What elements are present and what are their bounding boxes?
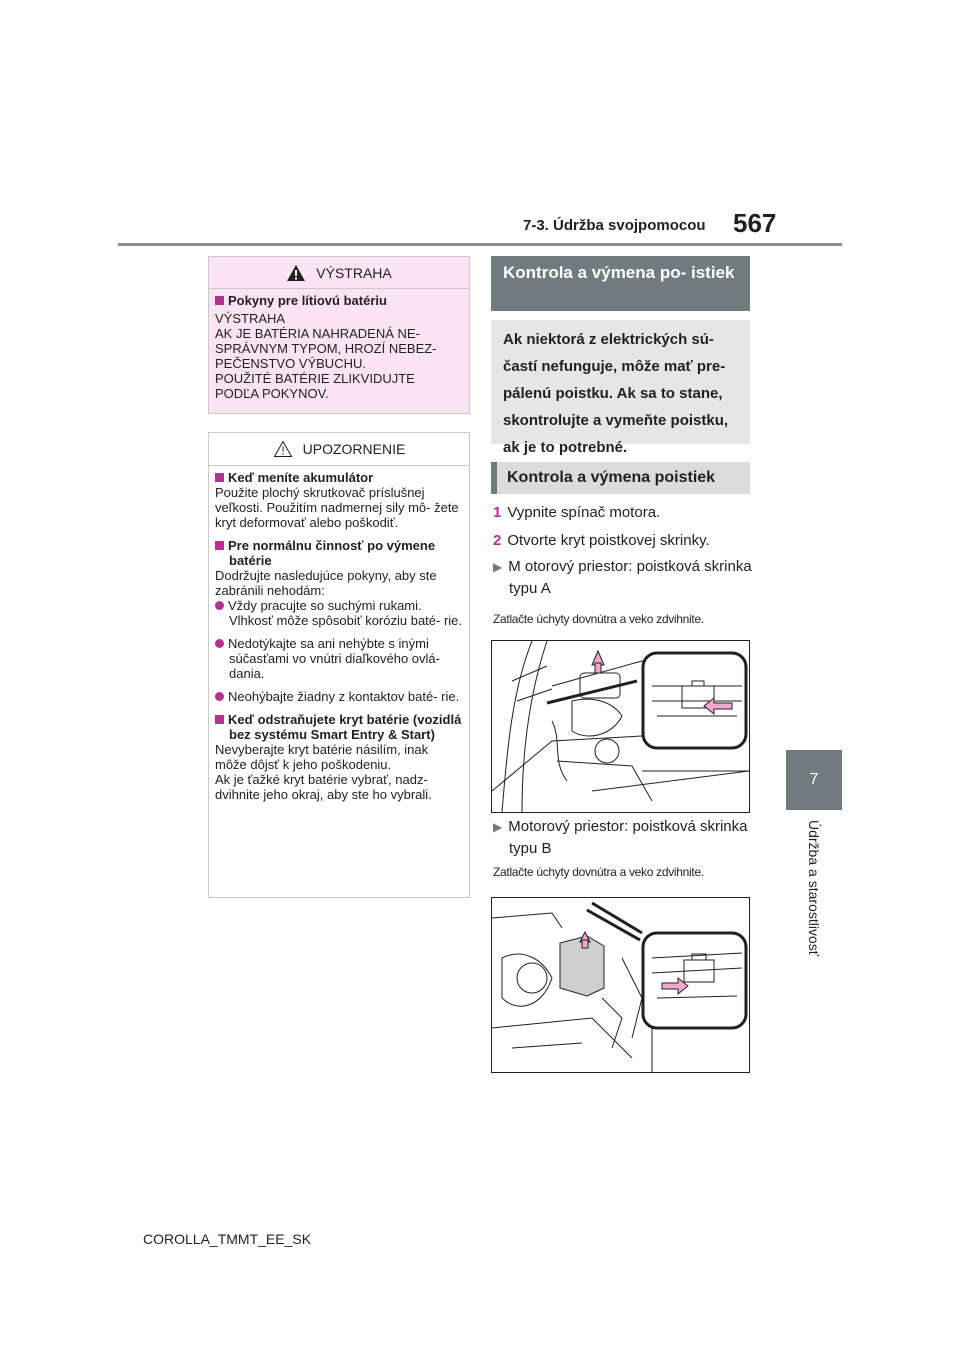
step-text: Otvorte kryt poistkovej skrinky. <box>507 532 710 549</box>
round-bullet-icon <box>215 639 224 648</box>
square-bullet-icon <box>215 296 224 305</box>
caution-s2-bullet: Neohýbajte žiadny z kontaktov baté- rie. <box>228 689 460 704</box>
warning-line: AK JE BATÉRIA NAHRADENÁ NE- <box>215 326 420 341</box>
header-rule <box>118 243 842 246</box>
caution-s3-title: Keď odstraňujete kryt batérie (vozidlá bez systému Smart Entry & Start) <box>228 712 462 742</box>
warning-line: SPRÁVNYM TYPOM, HROZÍ NEBEZ- <box>215 341 437 356</box>
section-title: Kontrola a výmena po- istiek <box>491 256 750 311</box>
note-type-b: Zatlačte úchyty dovnútra a veko zdvihnite. <box>493 865 704 879</box>
warning-body <box>209 289 469 401</box>
square-bullet-icon <box>215 473 224 482</box>
page-number: 567 <box>733 208 777 238</box>
step-1 <box>493 502 753 524</box>
caution-triangle-icon <box>273 440 293 458</box>
warning-triangle-icon <box>286 264 306 282</box>
bullet-type-b <box>493 816 764 860</box>
section-header: 7-3. Údržba svojpomocou <box>523 217 706 234</box>
warning-line: POUŽITÉ BATÉRIE ZLIKVIDUJTE <box>215 371 415 386</box>
step-number: 1 <box>493 504 502 521</box>
chapter-number: 7 <box>809 771 819 788</box>
warning-box <box>208 256 470 414</box>
triangle-bullet-icon: ▶ <box>493 560 503 574</box>
bullet-text: M otorový priestor: poistková skrinka typu A <box>508 558 752 597</box>
caution-s3-text: Ak je ťažké kryt batérie vybrať, nadz- dvihnite jeho okraj, aby ste ho vybrali. <box>215 772 432 802</box>
caution-box <box>208 432 470 898</box>
caution-body <box>209 466 469 802</box>
warning-line: VÝSTRAHA <box>215 311 286 326</box>
caution-s1-title: Keď meníte akumulátor <box>228 470 374 485</box>
square-bullet-icon <box>215 541 224 550</box>
fuse-box-b-illustration <box>491 897 750 1073</box>
caution-s2-bullet: Nedotýkajte sa ani nehýbte s inými súčasťami vo vnútri diaľkového ovlá- dania. <box>228 636 440 681</box>
bullet-text: Motorový priestor: poistková skrinka typu B <box>508 818 748 857</box>
caution-s2-text: Dodržujte nasledujúce pokyny, aby ste zabránili nehodám: <box>215 568 437 598</box>
bullet-type-a <box>493 556 764 600</box>
round-bullet-icon <box>215 601 224 610</box>
round-bullet-icon <box>215 692 224 701</box>
caution-s2-title: Pre normálnu činnosť po výmene batérie <box>228 538 436 568</box>
warning-line: PEČENSTVO VÝBUCHU. <box>215 356 366 371</box>
note-type-a: Zatlačte úchyty dovnútra a veko zdvihnite. <box>493 612 704 626</box>
step-number: 2 <box>493 532 502 549</box>
warning-item-title: Pokyny pre lítiovú batériu <box>228 293 387 308</box>
chapter-title-wrap <box>786 820 842 980</box>
square-bullet-icon <box>215 715 224 724</box>
step-text: Vypnite spínač motora. <box>507 504 661 521</box>
caution-title: UPOZORNENIE <box>302 441 406 457</box>
caution-s2-bullet: Vždy pracujte so suchými rukami. Vlhkosť môže spôsobiť koróziu baté- rie. <box>228 598 463 628</box>
document-footer: COROLLA_TMMT_EE_SK <box>143 1231 312 1247</box>
subsection-title: Kontrola a výmena poistiek <box>491 462 750 494</box>
warning-header <box>209 257 469 289</box>
engine-bay-a-drawing <box>492 641 749 812</box>
warning-line: PODĽA POKYNOV. <box>215 386 329 401</box>
caution-s1-text: Použite plochý skrutkovač príslušnej veľkosti. Použitím nadmernej sily mô- žete kryt deformovať alebo poškodiť. <box>215 485 459 530</box>
step-2 <box>493 530 753 552</box>
fuse-box-a-illustration <box>491 640 750 813</box>
chapter-title: Údržba a starostlivosť <box>806 820 822 956</box>
chapter-tab[interactable] <box>786 750 842 810</box>
engine-bay-b-drawing <box>492 898 749 1072</box>
warning-title: VÝSTRAHA <box>316 264 392 281</box>
caution-header <box>209 433 469 466</box>
triangle-bullet-icon: ▶ <box>493 820 503 834</box>
intro-box: Ak niektorá z elektrických sú- častí nefunguje, môže mať pre- pálenú poistku. Ak sa to stane, skontrolujte a vymeňte poistku, ak je to potrebné. <box>491 320 750 444</box>
caution-s3-text: Nevyberajte kryt batérie násilím, inak môže dôjsť k jeho poškodeniu. <box>215 742 429 772</box>
